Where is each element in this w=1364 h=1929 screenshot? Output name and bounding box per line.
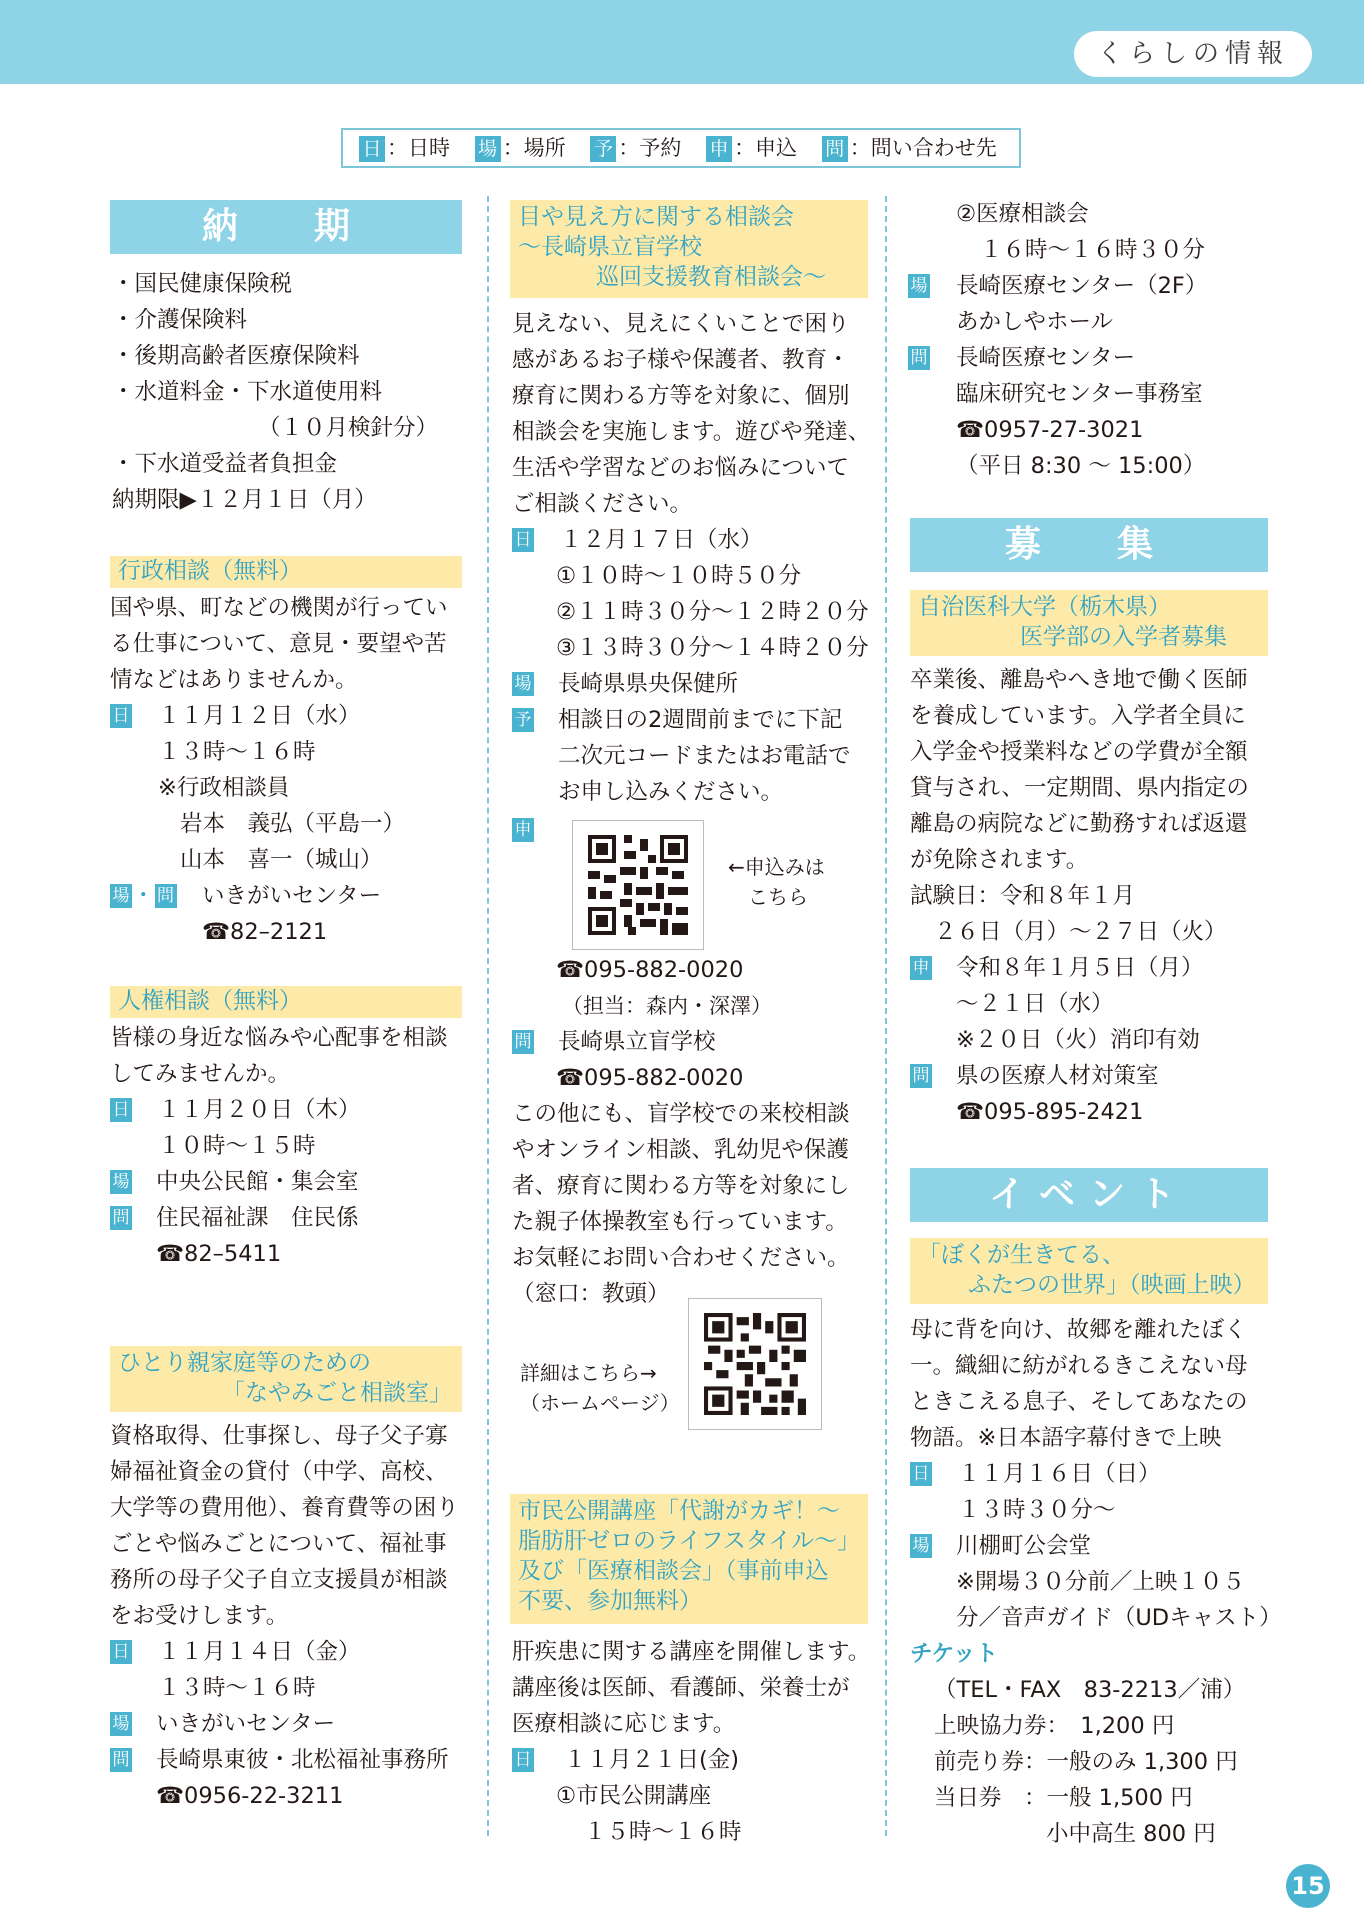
ticket-contact: （TEL・FAX 83-2213／浦） [934, 1677, 1246, 1703]
jinken-date-row [110, 1092, 132, 1128]
event-date-row [910, 1456, 932, 1492]
boshu-line: が免除されます。 [910, 847, 1089, 873]
noki-item: ・後期高齢者医療保険料 [112, 343, 360, 369]
me-slot: ②１１時３０分～１２時２０分 [556, 599, 869, 625]
hitori-line: 婦福祉資金の貸付（中学、高校、 [110, 1459, 448, 1485]
soudan-place: あかしやホール [956, 309, 1114, 335]
boshu-heading: 募 集 [910, 518, 1268, 572]
boshu-apply: ～２１日（水） [956, 991, 1114, 1017]
jinken-date: １１月２０日（木） [158, 1097, 361, 1123]
legend-icon-contact: 問 [822, 136, 848, 162]
soudan-contact: 臨床研究センター事務室 [956, 381, 1203, 407]
soudan-program: ②医療相談会 [956, 201, 1089, 227]
qr-homepage-note: 詳細はこちら→ [520, 1361, 657, 1385]
contact-icon: 問 [512, 1030, 534, 1054]
legend-icon-date: 日 [359, 136, 385, 162]
hitori-contact: 長崎県東彼・北松福祉事務所 [156, 1747, 449, 1773]
hitori-place-row [110, 1706, 132, 1742]
noki-item: ・下水道受益者負担金 [112, 451, 338, 477]
soudan-time: １６時～１６時３０分 [980, 237, 1206, 263]
me-more: やオンライン相談、乳幼児や保護 [512, 1137, 849, 1163]
icon-separator: ・ [132, 883, 155, 909]
legend-text-date: ：日時 [387, 136, 450, 160]
me-apply-row [512, 812, 534, 848]
column-divider-1 [487, 196, 489, 1836]
boshu-title-line: 自治医科大学（栃木県） [918, 594, 1171, 620]
legend-icon-reserve: 予 [590, 136, 616, 162]
me-tel: ☎095-882-0020 [556, 957, 744, 983]
place-icon: 場 [110, 1170, 132, 1194]
qr-apply-note: こちら [748, 885, 808, 909]
me-more: た親子体操教室も行っています。 [512, 1209, 848, 1235]
me-reserve-row [512, 702, 534, 738]
event-place-note: ※開場３０分前／上映１０５ [956, 1569, 1245, 1595]
me-slot: ③１３時３０分～１４時２０分 [556, 635, 869, 661]
date-icon: 日 [910, 1462, 932, 1486]
soudan-place-row [908, 268, 930, 304]
me-contact-row [512, 1024, 534, 1060]
hitori-contact-row [110, 1742, 132, 1778]
ticket-price: 前売り券：一般のみ 1,300 円 [934, 1749, 1238, 1775]
place-icon: 場 [110, 1712, 132, 1736]
soudan-tel: ☎0957-27-3021 [956, 417, 1144, 443]
boshu-apply-note: ※２０日（火）消印有効 [956, 1027, 1200, 1053]
legend-text-contact: ：問い合わせ先 [849, 136, 997, 160]
boshu-exam: 試験日：令和８年１月 [910, 883, 1136, 909]
boshu-contact: 県の医療人材対策室 [956, 1063, 1159, 1089]
gyosei-date: １１月１２日（水） [158, 703, 361, 729]
me-title-line: 巡回支援教育相談会～ [596, 264, 826, 290]
shimin-title-line: 及び「医療相談会」（事前申込 [518, 1558, 829, 1584]
contact-icon: 問 [110, 1206, 132, 1230]
shimin-date-row [512, 1742, 534, 1778]
me-more: この他にも、盲学校での来校相談 [512, 1101, 850, 1127]
boshu-contact-row [910, 1058, 932, 1094]
jinken-line: 皆様の身近な悩みや心配事を相談 [110, 1025, 448, 1051]
me-line: 療育に関わる方等を対象に、個別 [512, 383, 850, 409]
me-title-line: ～長崎県立盲学校 [518, 234, 702, 260]
me-line: 相談会を実施します。遊びや発達、 [512, 419, 871, 445]
noki-deadline: 納期限▶１２月１日（月） [112, 487, 377, 513]
contact-icon: 問 [155, 884, 177, 908]
me-slot: ①１０時～１０時５０分 [556, 563, 802, 589]
me-reserve: お申し込みください。 [558, 779, 784, 805]
boshu-tel: ☎095-895-2421 [956, 1099, 1144, 1125]
place-icon: 場 [910, 1534, 932, 1558]
jinken-tel: ☎82–5411 [156, 1241, 282, 1267]
shimin-title [510, 1494, 868, 1624]
gyosei-date-row [110, 698, 132, 734]
me-contact-tel: ☎095-882-0020 [556, 1065, 744, 1091]
hitori-date: １１月１４日（金） [158, 1639, 361, 1665]
gyosei-tel: ☎82–2121 [202, 919, 328, 945]
boshu-apply-row [910, 950, 932, 986]
jinken-line: してみませんか。 [110, 1061, 291, 1087]
shimin-title-line: 不要、参加無料） [518, 1588, 702, 1614]
soudan-place: 長崎医療センター（2F） [956, 273, 1208, 299]
shimin-title-line: 脂肪肝ゼロのライフスタイル～」 [518, 1528, 861, 1554]
apply-icon: 申 [910, 956, 932, 980]
shimin-time: １５時～１６時 [584, 1819, 742, 1845]
me-line: 見えない、見えにくいことで困り [512, 311, 850, 337]
shimin-line: 講座後は医師、看護師、栄養士が [512, 1675, 850, 1701]
boshu-line: 卒業後、離島やへき地で働く医師 [910, 667, 1248, 693]
me-reserve: 相談日の2週間前までに下記 [558, 707, 843, 733]
shimin-program: ①市民公開講座 [556, 1783, 712, 1809]
hitori-line: 資格取得、仕事探し、母子父子寡 [110, 1423, 448, 1449]
date-icon: 日 [512, 528, 534, 552]
place-icon: 場 [110, 884, 132, 908]
noki-heading: 納 期 [110, 200, 462, 254]
boshu-line: 貸与され、一定期間、県内指定の [910, 775, 1249, 801]
noki-item: ・国民健康保険税 [112, 271, 293, 297]
hitori-time: １３時～１６時 [158, 1675, 316, 1701]
me-line: ご相談ください。 [512, 491, 693, 517]
jinken-title: 人権相談（無料） [110, 986, 462, 1018]
shimin-line: 肝疾患に関する講座を開催します。 [512, 1639, 871, 1665]
jinken-time: １０時～１５時 [158, 1133, 316, 1159]
noki-item: ・介護保険料 [112, 307, 248, 333]
place-icon: 場 [908, 274, 930, 298]
event-title-line: ふたつの世界」（映画上映） [968, 1272, 1256, 1298]
ticket-label: チケット [910, 1641, 998, 1667]
event-heading: イベント [910, 1168, 1268, 1222]
gyosei-note: ※行政相談員 [158, 775, 290, 801]
event-place: 川棚町公会堂 [956, 1533, 1092, 1559]
gyosei-line: 情などはありませんか。 [110, 667, 358, 693]
contact-icon: 問 [910, 1064, 932, 1088]
me-line: 生活や学習などのお悩みについて [512, 455, 850, 481]
boshu-title-line: 医学部の入学者募集 [1020, 624, 1227, 650]
qr-pattern [587, 835, 689, 935]
date-icon: 日 [110, 1098, 132, 1122]
jinken-place-row [110, 1164, 132, 1200]
noki-item: ・水道料金・下水道使用料 [112, 379, 383, 405]
shimin-date: １１月２１日(金) [564, 1747, 740, 1773]
boshu-line: 入学金や授業料などの学費が全額 [910, 739, 1248, 765]
gyosei-consultant: 山本 喜一（城山） [180, 847, 383, 873]
noki-item: （１０月検針分） [258, 415, 439, 441]
contact-icon: 問 [110, 1748, 132, 1772]
hitori-title [110, 1346, 462, 1412]
me-contact: 長崎県立盲学校 [558, 1029, 716, 1055]
me-line: 感があるお子様や保護者、教育・ [512, 347, 850, 373]
hitori-title-line: ひとり親家庭等のための [118, 1350, 371, 1376]
legend-text-reserve: ：予約 [618, 136, 682, 160]
event-line: 一。織細に紡がれるきこえない母 [910, 1353, 1248, 1379]
gyosei-line: る仕事について、意見・要望や苦 [110, 631, 447, 657]
me-title-line: 目や見え方に関する相談会 [518, 204, 794, 230]
hitori-title-line: 「なやみごと相談室」 [222, 1380, 452, 1406]
me-more: お気軽にお問い合わせください。 [512, 1245, 850, 1271]
me-title [510, 200, 868, 298]
contact-icon: 問 [908, 346, 930, 370]
event-line: 物語。※日本語字幕付きで上映 [910, 1425, 1222, 1451]
ticket-price: 当日券 ：一般 1,500 円 [934, 1785, 1193, 1811]
section-label: くらしの情報 [1074, 31, 1312, 77]
qr-pattern [703, 1313, 807, 1415]
jinken-place: 中央公民館・集会室 [156, 1169, 359, 1195]
gyosei-time: １３時～１６時 [158, 739, 316, 765]
event-line: ときこえる息子、そしてあなたの [910, 1389, 1248, 1415]
me-place-row [512, 666, 534, 702]
me-tanto: （担当：森内・深澤） [562, 994, 772, 1018]
gyosei-title: 行政相談（無料） [110, 556, 462, 588]
event-line: 母に背を向け、故郷を離れたぼく [910, 1317, 1247, 1343]
hitori-tel: ☎0956-22-3211 [156, 1783, 344, 1809]
shimin-title-line: 市民公開講座「代謝がカギ！～ [518, 1498, 840, 1524]
event-place-note: 分／音声ガイド（UDキャスト） [956, 1605, 1282, 1631]
ticket-price: 上映協力券： 1,200 円 [934, 1713, 1175, 1739]
column-divider-2 [885, 196, 887, 1836]
event-time: １３時３０分～ [958, 1497, 1116, 1523]
gyosei-consultant: 岩本 義弘（平島一） [180, 811, 406, 837]
me-reserve: 二次元コードまたはお電話で [558, 743, 851, 769]
me-place: 長崎県県央保健所 [558, 671, 739, 697]
soudan-contact-row [908, 340, 930, 376]
boshu-apply: 令和８年１月５日（月） [956, 955, 1204, 981]
me-date-row [512, 522, 534, 558]
legend-text-place: ：場所 [502, 136, 566, 160]
qr-code-apply[interactable] [572, 820, 704, 950]
boshu-title [910, 590, 1268, 656]
hitori-place: いきがいセンター [156, 1711, 336, 1737]
date-icon: 日 [110, 704, 132, 728]
hitori-line: 大学等の費用他）、養育費等の困り [110, 1495, 459, 1521]
hitori-date-row [110, 1634, 132, 1670]
event-title-line: 「ぼくが生きてる、 [918, 1242, 1125, 1268]
jinken-contact: 住民福祉課 住民係 [156, 1205, 359, 1231]
soudan-hours: （平日 8:30 ～ 15:00） [956, 453, 1206, 479]
hitori-line: 務所の母子父子自立支援員が相談 [110, 1567, 448, 1593]
hitori-line: ごとや悩みごとについて、福祉事 [110, 1531, 447, 1557]
legend-box [341, 128, 1021, 168]
hitori-line: をお受けします。 [110, 1603, 289, 1629]
me-date: １２月１７日（水） [560, 527, 763, 553]
event-date: １１月１６日（日） [958, 1461, 1161, 1487]
soudan-contact: 長崎医療センター [956, 345, 1136, 371]
gyosei-place-row [110, 878, 177, 914]
me-more: 者、療育に関わる方等を対象にし [512, 1173, 850, 1199]
gyosei-line: 国や県、町などの機関が行ってい [110, 595, 448, 621]
page-number: 15 [1286, 1864, 1330, 1908]
shimin-line: 医療相談に応じます。 [512, 1711, 736, 1737]
date-icon: 日 [110, 1640, 132, 1664]
boshu-exam-dates: ２６日（月）～２７日（火） [934, 919, 1227, 945]
qr-homepage-note: （ホームページ） [520, 1391, 680, 1415]
event-place-row [910, 1528, 932, 1564]
place-icon: 場 [512, 672, 534, 696]
legend-icon-apply: 申 [706, 136, 732, 162]
legend-text-apply: ：申込 [734, 136, 798, 160]
event-title [910, 1238, 1268, 1304]
ticket-price: 小中高生 800 円 [1046, 1821, 1216, 1847]
qr-code-homepage[interactable] [688, 1298, 822, 1430]
date-icon: 日 [512, 1748, 534, 1772]
me-more: （窓口：教頭） [512, 1281, 670, 1307]
boshu-line: を養成しています。入学者全員に [910, 703, 1246, 729]
gyosei-place: いきがいセンター [202, 883, 382, 909]
jinken-contact-row [110, 1200, 132, 1236]
legend-icon-place: 場 [475, 136, 501, 162]
qr-apply-note: ←申込みは [728, 855, 825, 879]
reserve-icon: 予 [512, 708, 534, 732]
apply-icon: 申 [512, 818, 534, 842]
boshu-line: 離島の病院などに勤務すれば返還 [910, 811, 1248, 837]
